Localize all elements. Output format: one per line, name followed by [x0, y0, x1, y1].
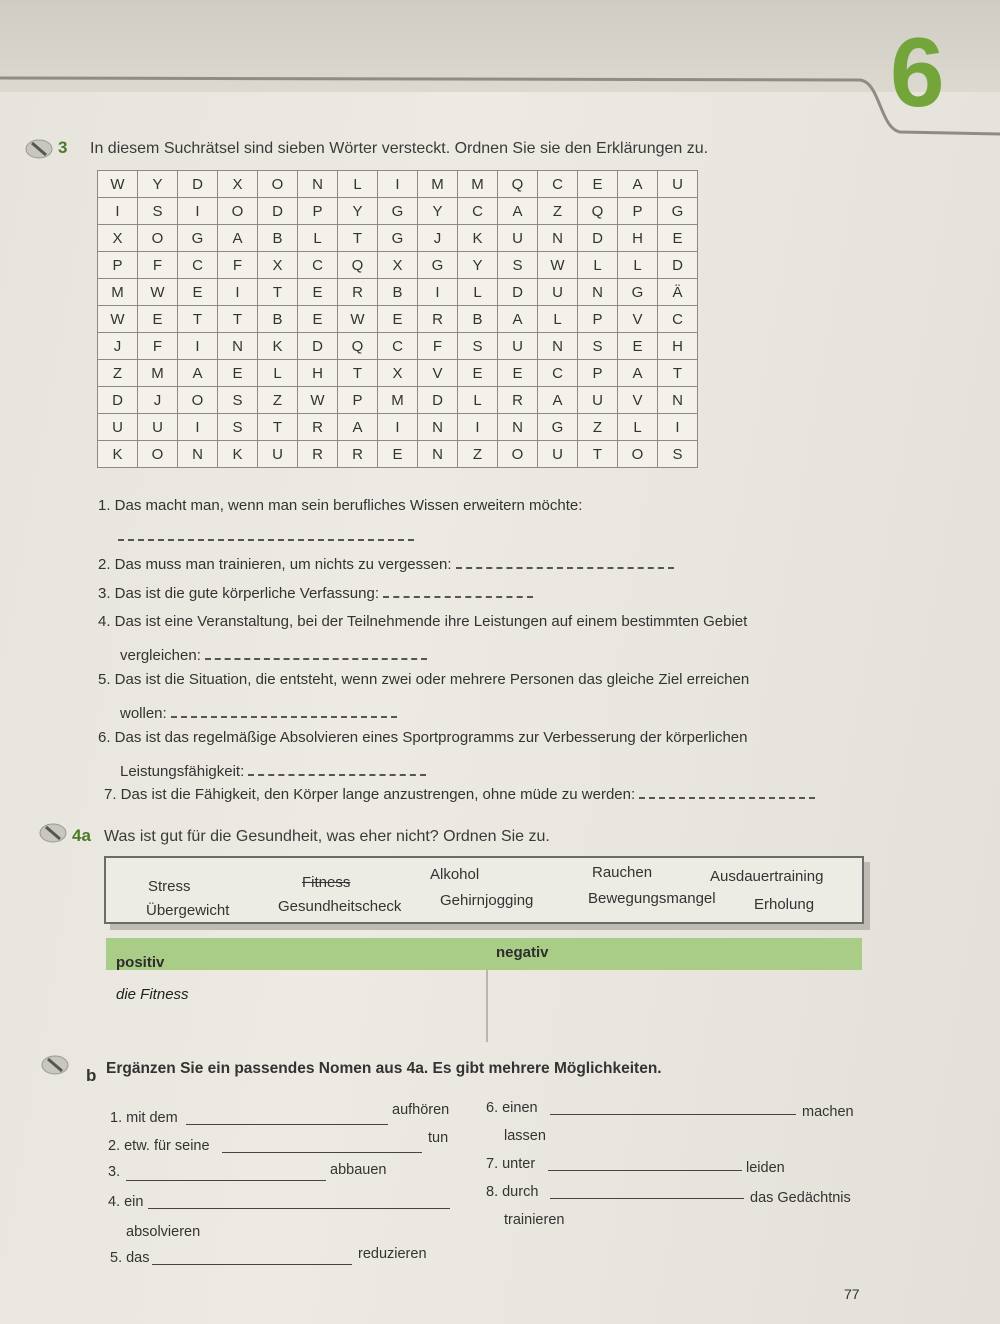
- grid-cell[interactable]: L: [338, 171, 378, 198]
- grid-cell[interactable]: N: [498, 414, 538, 441]
- grid-cell[interactable]: D: [658, 252, 698, 279]
- grid-cell[interactable]: A: [218, 225, 258, 252]
- grid-row: [98, 198, 698, 225]
- grid-cell[interactable]: S: [458, 333, 498, 360]
- item-3-suffix: abbauen: [330, 1162, 387, 1178]
- grid-cell[interactable]: L: [458, 279, 498, 306]
- grid-cell[interactable]: E: [378, 441, 418, 468]
- grid-cell[interactable]: X: [258, 252, 298, 279]
- grid-cell[interactable]: Z: [258, 387, 298, 414]
- grid-row: [98, 333, 698, 360]
- grid-cell[interactable]: C: [538, 360, 578, 387]
- grid-cell[interactable]: J: [418, 225, 458, 252]
- answer-line-5[interactable]: [152, 1264, 352, 1265]
- grid-cell[interactable]: N: [298, 171, 338, 198]
- grid-cell[interactable]: K: [98, 441, 138, 468]
- grid-cell[interactable]: C: [378, 333, 418, 360]
- grid-cell[interactable]: X: [378, 360, 418, 387]
- question-3: 3. Das ist die gute körperliche Verfassung:: [98, 585, 533, 602]
- grid-cell[interactable]: T: [258, 279, 298, 306]
- grid-cell[interactable]: M: [98, 279, 138, 306]
- grid-cell[interactable]: L: [618, 252, 658, 279]
- grid-row: [98, 360, 698, 387]
- grid-cell[interactable]: U: [138, 414, 178, 441]
- grid-cell[interactable]: P: [578, 306, 618, 333]
- item-4-prefix: 4. ein: [108, 1194, 144, 1210]
- grid-cell[interactable]: P: [298, 198, 338, 225]
- item-8-suffix: das Gedächtnis: [750, 1190, 851, 1206]
- grid-cell[interactable]: T: [338, 360, 378, 387]
- grid-cell[interactable]: W: [538, 252, 578, 279]
- item-1-prefix: 1. mit dem: [110, 1110, 178, 1126]
- grid-cell[interactable]: P: [618, 198, 658, 225]
- grid-cell[interactable]: F: [138, 333, 178, 360]
- grid-cell[interactable]: D: [98, 387, 138, 414]
- answer-blank-3[interactable]: [383, 586, 533, 598]
- grid-cell[interactable]: R: [298, 414, 338, 441]
- pencil-icon: [38, 822, 68, 844]
- grid-cell[interactable]: D: [178, 171, 218, 198]
- grid-cell[interactable]: O: [178, 387, 218, 414]
- answer-line-2[interactable]: [222, 1152, 422, 1153]
- exercise-3-number: 3: [58, 138, 68, 157]
- grid-cell[interactable]: E: [378, 306, 418, 333]
- grid-cell[interactable]: I: [178, 333, 218, 360]
- grid-row: [98, 171, 698, 198]
- grid-cell[interactable]: G: [658, 198, 698, 225]
- grid-cell[interactable]: E: [218, 360, 258, 387]
- answer-blank-2[interactable]: [456, 557, 674, 569]
- grid-cell[interactable]: Z: [578, 414, 618, 441]
- grid-cell[interactable]: I: [458, 414, 498, 441]
- grid-cell[interactable]: K: [458, 225, 498, 252]
- grid-cell[interactable]: W: [298, 387, 338, 414]
- exercise-4a-number: 4a: [72, 826, 91, 845]
- word-rauchen: Rauchen: [592, 864, 653, 881]
- word-bank-box: [104, 856, 864, 924]
- grid-cell[interactable]: J: [98, 333, 138, 360]
- question-6-cont: Leistungsfähigkeit:: [120, 763, 426, 780]
- positive-header: positiv: [116, 954, 165, 971]
- grid-cell[interactable]: N: [658, 387, 698, 414]
- grid-cell[interactable]: H: [658, 333, 698, 360]
- grid-cell[interactable]: A: [538, 387, 578, 414]
- item-8-suffix-2: trainieren: [504, 1212, 565, 1228]
- grid-cell[interactable]: T: [218, 306, 258, 333]
- grid-cell[interactable]: B: [258, 225, 298, 252]
- grid-cell[interactable]: S: [658, 441, 698, 468]
- grid-cell[interactable]: W: [138, 279, 178, 306]
- grid-cell[interactable]: Y: [138, 171, 178, 198]
- grid-cell[interactable]: S: [218, 387, 258, 414]
- grid-cell[interactable]: C: [458, 198, 498, 225]
- answer-blank-6[interactable]: [248, 764, 426, 776]
- grid-cell[interactable]: G: [618, 279, 658, 306]
- grid-cell[interactable]: O: [258, 171, 298, 198]
- positive-entry[interactable]: die Fitness: [116, 986, 189, 1003]
- grid-cell[interactable]: S: [218, 414, 258, 441]
- grid-cell[interactable]: V: [618, 387, 658, 414]
- grid-cell[interactable]: O: [138, 225, 178, 252]
- grid-cell[interactable]: M: [458, 171, 498, 198]
- page-number: 77: [844, 1286, 860, 1302]
- grid-cell[interactable]: Q: [338, 333, 378, 360]
- grid-cell[interactable]: U: [538, 279, 578, 306]
- column-divider: [486, 970, 488, 1042]
- grid-cell[interactable]: I: [658, 414, 698, 441]
- grid-cell[interactable]: T: [338, 225, 378, 252]
- grid-cell[interactable]: Q: [578, 198, 618, 225]
- item-5-suffix: reduzieren: [358, 1246, 427, 1262]
- grid-cell[interactable]: F: [218, 252, 258, 279]
- pencil-icon: [40, 1054, 70, 1076]
- grid-cell[interactable]: R: [338, 279, 378, 306]
- grid-cell[interactable]: U: [258, 441, 298, 468]
- grid-cell[interactable]: B: [258, 306, 298, 333]
- grid-cell[interactable]: F: [418, 333, 458, 360]
- grid-cell[interactable]: E: [458, 360, 498, 387]
- grid-cell[interactable]: V: [618, 306, 658, 333]
- grid-cell[interactable]: L: [298, 225, 338, 252]
- grid-cell[interactable]: S: [138, 198, 178, 225]
- grid-cell[interactable]: B: [458, 306, 498, 333]
- grid-cell[interactable]: A: [338, 414, 378, 441]
- grid-cell[interactable]: L: [458, 387, 498, 414]
- grid-cell[interactable]: O: [138, 441, 178, 468]
- grid-cell[interactable]: M: [138, 360, 178, 387]
- question-1: 1. Das macht man, wenn man sein berufliches Wissen erweitern möchte:: [98, 497, 583, 514]
- grid-cell[interactable]: P: [338, 387, 378, 414]
- answer-line-8[interactable]: [550, 1198, 744, 1199]
- word-gehirnjogging: Gehirnjogging: [440, 892, 534, 909]
- grid-cell[interactable]: M: [418, 171, 458, 198]
- grid-cell[interactable]: Z: [98, 360, 138, 387]
- answer-blank-5[interactable]: [171, 706, 397, 718]
- grid-cell[interactable]: Y: [338, 198, 378, 225]
- grid-row: [98, 441, 698, 468]
- word-uebergewicht: Übergewicht: [146, 902, 230, 919]
- grid-cell[interactable]: P: [578, 360, 618, 387]
- grid-cell[interactable]: E: [298, 279, 338, 306]
- grid-cell[interactable]: N: [578, 279, 618, 306]
- grid-cell[interactable]: D: [298, 333, 338, 360]
- grid-cell[interactable]: Q: [498, 171, 538, 198]
- question-5-cont: wollen:: [120, 705, 397, 722]
- question-2: 2. Das muss man trainieren, um nichts zu vergessen:: [98, 556, 674, 573]
- exercise-4b-instruction: Ergänzen Sie ein passendes Nomen aus 4a. Es gibt mehrere Möglichkeiten.: [106, 1060, 662, 1077]
- grid-cell[interactable]: U: [498, 333, 538, 360]
- item-7-prefix: 7. unter: [486, 1156, 536, 1172]
- grid-cell[interactable]: G: [378, 198, 418, 225]
- grid-row: [98, 252, 698, 279]
- grid-cell[interactable]: A: [618, 360, 658, 387]
- grid-cell[interactable]: C: [178, 252, 218, 279]
- grid-cell[interactable]: U: [578, 387, 618, 414]
- grid-cell[interactable]: U: [658, 171, 698, 198]
- question-4: 4. Das ist eine Veranstaltung, bei der Teilnehmende ihre Leistungen auf einem bestimmten Gebiet: [98, 613, 748, 630]
- word-fitness: Fitness: [302, 874, 351, 891]
- answer-line-1[interactable]: [186, 1124, 388, 1125]
- grid-cell[interactable]: S: [578, 333, 618, 360]
- grid-cell[interactable]: I: [98, 198, 138, 225]
- grid-cell[interactable]: W: [98, 171, 138, 198]
- item-6-prefix: 6. einen: [486, 1100, 538, 1116]
- grid-cell[interactable]: Z: [538, 198, 578, 225]
- item-2-prefix: 2. etw. für seine: [108, 1138, 210, 1154]
- grid-cell[interactable]: U: [498, 225, 538, 252]
- grid-cell[interactable]: A: [618, 171, 658, 198]
- grid-cell[interactable]: L: [258, 360, 298, 387]
- grid-cell[interactable]: I: [378, 414, 418, 441]
- word-stress: Stress: [148, 878, 191, 895]
- grid-cell[interactable]: E: [618, 333, 658, 360]
- grid-cell[interactable]: D: [258, 198, 298, 225]
- grid-cell[interactable]: S: [498, 252, 538, 279]
- grid-cell[interactable]: E: [298, 306, 338, 333]
- grid-cell[interactable]: N: [178, 441, 218, 468]
- word-bewegungsmangel: Bewegungsmangel: [588, 890, 716, 907]
- grid-cell[interactable]: H: [298, 360, 338, 387]
- grid-cell[interactable]: X: [378, 252, 418, 279]
- item-4-suffix: absolvieren: [126, 1224, 201, 1240]
- grid-cell[interactable]: F: [138, 252, 178, 279]
- grid-cell[interactable]: T: [658, 360, 698, 387]
- grid-cell[interactable]: G: [418, 252, 458, 279]
- grid-cell[interactable]: N: [218, 333, 258, 360]
- grid-cell[interactable]: E: [498, 360, 538, 387]
- grid-cell[interactable]: T: [578, 441, 618, 468]
- grid-cell[interactable]: L: [538, 306, 578, 333]
- grid-row: [98, 225, 698, 252]
- grid-row: [98, 279, 698, 306]
- question-6: 6. Das ist das regelmäßige Absolvieren eines Sportprogramms zur Verbesserung der körperlichen: [98, 729, 748, 746]
- grid-cell[interactable]: N: [538, 225, 578, 252]
- item-6-suffix-2: lassen: [504, 1128, 546, 1144]
- question-5: 5. Das ist die Situation, die entsteht, wenn zwei oder mehrere Personen das gleiche Ziel erreichen: [98, 671, 750, 688]
- answer-blank-7[interactable]: [639, 787, 815, 799]
- sorting-table: [106, 938, 862, 1042]
- grid-cell[interactable]: G: [538, 414, 578, 441]
- grid-row: [98, 414, 698, 441]
- item-6-suffix: machen: [802, 1104, 854, 1120]
- word-alkohol: Alkohol: [430, 866, 480, 883]
- word-ausdauertraining: Ausdauertraining: [710, 868, 824, 885]
- grid-cell[interactable]: Y: [418, 198, 458, 225]
- word-erholung: Erholung: [754, 896, 815, 913]
- grid-cell[interactable]: D: [498, 279, 538, 306]
- sorting-table-header: [106, 938, 862, 970]
- pencil-icon: [24, 138, 54, 160]
- grid-cell[interactable]: R: [418, 306, 458, 333]
- grid-cell[interactable]: L: [618, 414, 658, 441]
- answer-line-4[interactable]: [148, 1208, 450, 1209]
- grid-cell[interactable]: T: [178, 306, 218, 333]
- grid-cell[interactable]: K: [258, 333, 298, 360]
- grid-cell[interactable]: T: [258, 414, 298, 441]
- grid-cell[interactable]: G: [378, 225, 418, 252]
- grid-cell[interactable]: O: [498, 441, 538, 468]
- grid-cell[interactable]: A: [178, 360, 218, 387]
- grid-cell[interactable]: D: [578, 225, 618, 252]
- grid-cell[interactable]: H: [618, 225, 658, 252]
- question-4-cont: vergleichen:: [120, 647, 427, 664]
- grid-cell[interactable]: A: [498, 306, 538, 333]
- grid-cell[interactable]: B: [378, 279, 418, 306]
- grid-cell[interactable]: I: [418, 279, 458, 306]
- item-5-prefix: 5. das: [110, 1250, 150, 1266]
- grid-cell[interactable]: E: [138, 306, 178, 333]
- answer-line-7[interactable]: [548, 1170, 742, 1171]
- answer-blank-1[interactable]: [118, 528, 414, 545]
- grid-cell[interactable]: W: [98, 306, 138, 333]
- grid-cell[interactable]: Q: [338, 252, 378, 279]
- item-7-suffix: leiden: [746, 1160, 785, 1176]
- grid-cell[interactable]: X: [218, 171, 258, 198]
- grid-cell[interactable]: U: [538, 441, 578, 468]
- grid-cell[interactable]: I: [218, 279, 258, 306]
- grid-cell[interactable]: U: [98, 414, 138, 441]
- item-8-prefix: 8. durch: [486, 1184, 539, 1200]
- grid-cell[interactable]: X: [98, 225, 138, 252]
- grid-row: [98, 306, 698, 333]
- word-search-grid: [97, 170, 698, 468]
- grid-cell[interactable]: V: [418, 360, 458, 387]
- item-1-suffix: aufhören: [392, 1102, 450, 1118]
- grid-cell[interactable]: O: [218, 198, 258, 225]
- exercise-4b-number: b: [86, 1066, 97, 1085]
- grid-cell[interactable]: N: [418, 441, 458, 468]
- grid-cell[interactable]: D: [418, 387, 458, 414]
- answer-blank-4[interactable]: [205, 648, 427, 660]
- grid-cell[interactable]: E: [658, 225, 698, 252]
- grid-cell[interactable]: P: [98, 252, 138, 279]
- item-2-suffix: tun: [428, 1130, 449, 1146]
- grid-cell[interactable]: C: [298, 252, 338, 279]
- grid-cell[interactable]: J: [138, 387, 178, 414]
- answer-line-3[interactable]: [126, 1180, 326, 1181]
- grid-cell[interactable]: C: [658, 306, 698, 333]
- grid-cell[interactable]: K: [218, 441, 258, 468]
- grid-cell[interactable]: A: [498, 198, 538, 225]
- grid-cell[interactable]: E: [578, 171, 618, 198]
- grid-cell[interactable]: I: [178, 414, 218, 441]
- grid-cell[interactable]: R: [338, 441, 378, 468]
- word-gesundheitscheck: Gesundheitscheck: [278, 898, 402, 915]
- grid-cell[interactable]: G: [178, 225, 218, 252]
- item-3-prefix: 3.: [108, 1164, 121, 1180]
- question-7: 7. Das ist die Fähigkeit, den Körper lange anzustrengen, ohne müde zu werden:: [104, 786, 815, 803]
- grid-cell[interactable]: R: [298, 441, 338, 468]
- grid-cell[interactable]: Ä: [658, 279, 698, 306]
- grid-cell[interactable]: N: [538, 333, 578, 360]
- grid-cell[interactable]: C: [538, 171, 578, 198]
- grid-cell[interactable]: N: [418, 414, 458, 441]
- answer-line-6[interactable]: [550, 1114, 796, 1115]
- grid-cell[interactable]: Z: [458, 441, 498, 468]
- exercise-4a-instruction: Was ist gut für die Gesundheit, was eher nicht? Ordnen Sie zu.: [104, 828, 550, 845]
- grid-row: [98, 387, 698, 414]
- negative-header: negativ: [496, 944, 549, 961]
- grid-cell[interactable]: I: [178, 198, 218, 225]
- exercise-3-instruction: In diesem Suchrätsel sind sieben Wörter versteckt. Ordnen Sie sie den Erklärungen zu.: [90, 140, 709, 157]
- grid-cell[interactable]: L: [578, 252, 618, 279]
- grid-cell[interactable]: W: [338, 306, 378, 333]
- grid-cell[interactable]: O: [618, 441, 658, 468]
- grid-cell[interactable]: Y: [458, 252, 498, 279]
- grid-cell[interactable]: I: [378, 171, 418, 198]
- chapter-number: 6: [890, 17, 945, 127]
- grid-cell[interactable]: R: [498, 387, 538, 414]
- grid-cell[interactable]: E: [178, 279, 218, 306]
- grid-cell[interactable]: M: [378, 387, 418, 414]
